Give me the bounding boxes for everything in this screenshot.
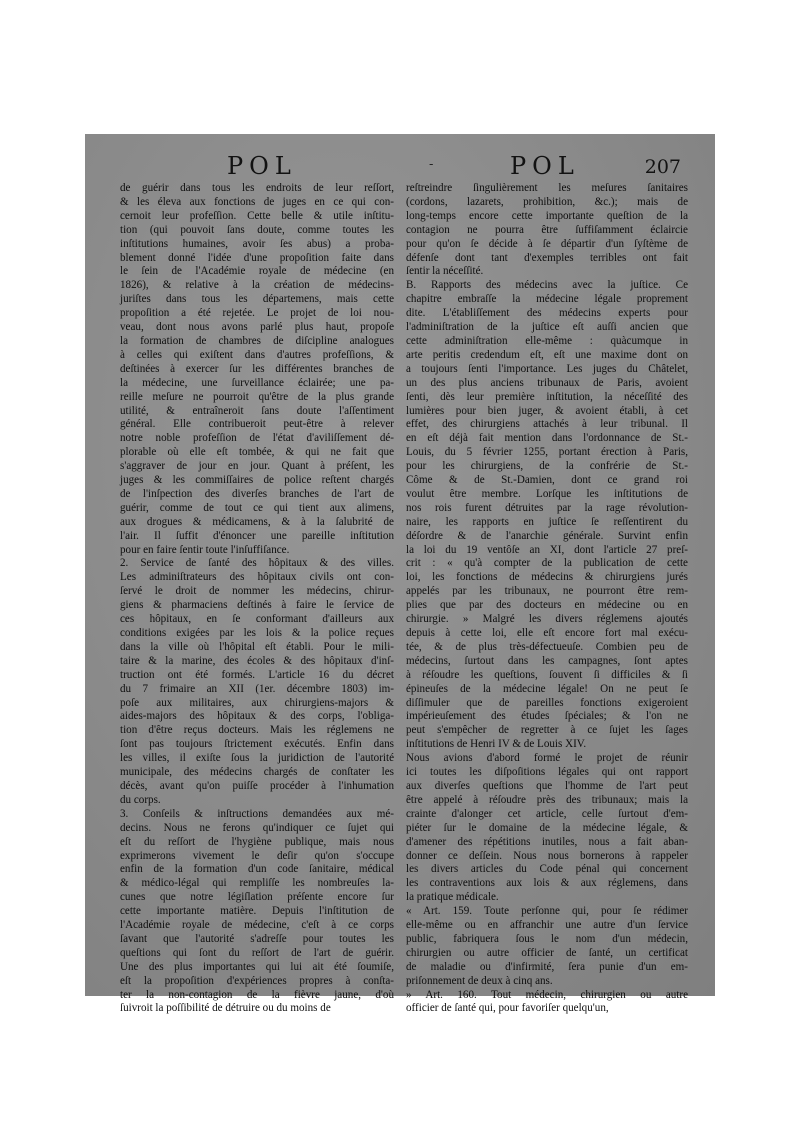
text-line: aux diverſes queſtions que l'homme de l'art peut <box>406 779 688 792</box>
text-line: Une des plus importantes qui lui ait été ſoumiſe, <box>120 960 394 973</box>
text-line: cette importante matière. Depuis l'inſtitution de <box>120 905 394 918</box>
text-line: cette adminiſtration elle-même : quàcumque in <box>406 334 688 347</box>
text-line: loi, les fonctions de médecins & chirurgiens jurés <box>406 571 688 584</box>
text-line: Les adminiſtrateurs des hôpitaux civils ont con- <box>120 571 394 584</box>
text-line: Louis, du 5 février 1255, portant érection à Paris, <box>406 446 688 459</box>
text-line: inſtitutions de Henri IV & de Louis XIV. <box>406 738 587 751</box>
text-line: ici toutes les diſpoſitions légales qui ont rapport <box>406 766 688 779</box>
text-line: (cordons, lazarets, prohibition, &c.); mais de <box>406 195 688 208</box>
text-line: tion d'être reçus docteurs. Mais les réglemens ne <box>120 724 394 737</box>
text-line: l'Académie royale de médecine, c'eſt à ce corps <box>120 919 394 932</box>
text-line: de maladie ou d'infirmité, ſera punie d'un em- <box>406 960 688 973</box>
text-line: ter la non-contagion de la fièvre jaune, d'où <box>120 988 394 1001</box>
text-line: conditions exigées par les lois & la police reçues <box>120 627 394 639</box>
text-line: reille meſure ne pourroit qu'être de la plus grande <box>120 390 394 403</box>
text-line: épineuſes de la médecine légale! On ne peut ſe <box>406 682 688 695</box>
right-text-column <box>406 182 688 1016</box>
text-line: impérieuſement des études ſpéciales; & l'on ne <box>406 710 688 723</box>
text-line: taire & la marine, des écoles & des hôpitaux d'inſ- <box>120 654 394 667</box>
running-header <box>85 152 715 186</box>
header-separator: - <box>429 157 434 172</box>
text-line: priſonnement de deux à cinq ans. <box>406 974 553 987</box>
text-line: général. Elle contribueroit peut-être à relever <box>120 418 394 431</box>
text-line: reſtreindre ſingulièrement les meſures ſanitaires <box>406 182 688 194</box>
text-line: être appelé à réſoudre près des tribunaux; mais la <box>406 793 688 806</box>
text-line: défenſe dont tant d'exemples terribles ont fait <box>406 251 688 264</box>
text-line: les contraventions aux lois & aux réglemens, dans <box>406 877 688 890</box>
text-line: la pratique médicale. <box>406 891 499 904</box>
text-line: tion (qui pouvoit ſans doute, comme toutes les <box>120 223 394 236</box>
text-line: & médico-légal qui rempliſſe les nombreuſes la- <box>120 877 394 890</box>
text-line: « Art. 159. Toute perſonne qui, pour ſe rédimer <box>406 905 688 918</box>
text-line: la loi du 19 ventôſe an XI, dont l'article 27 preſ- <box>406 543 688 556</box>
text-line: Côme & de St.-Damien, dont ce grand roi <box>406 474 688 487</box>
text-line: le ſein de l'Académie royale de médecine (en <box>120 265 394 278</box>
text-line: arte peritis credendum eſt, eſt une maxime dont on <box>406 348 688 361</box>
text-line: s'aggraver de jour en jour. Quant à préſent, les <box>120 460 394 473</box>
text-line: donner ce deſſein. Nous nous bornerons à rappeler <box>406 849 688 862</box>
text-line: plies que par des docteurs en médecine ou en <box>406 599 688 612</box>
text-line: piéter ſur le domaine de la médecine légale, & <box>406 821 688 834</box>
right-running-head: POL <box>510 152 580 180</box>
text-line: voulut être membre. Lorſque les inſtitutions de <box>406 487 688 500</box>
text-line: diſſimuler que de pareilles fonctions exigeroient <box>406 696 688 709</box>
text-line: ſervé le droit de nommer les médecins, chirur- <box>120 585 394 598</box>
text-line: les divers articles du Code pénal qui concernent <box>406 863 688 876</box>
text-line: à réſoudre les queſtions, ſouvent ſi difficiles & ſi <box>406 668 688 681</box>
text-line: effet, des chirurgiens attachés à leur tribunal. Il <box>406 418 688 431</box>
text-line: l'adminiſtration de la juſtice eſt auſſi ancien que <box>406 321 688 334</box>
text-line: déſordre & de l'anarchie générale. Survint enfin <box>406 529 688 542</box>
text-line: juriſtes dans tous les départemens, mais cette <box>120 293 394 306</box>
text-line: pour les chirurgiens, de la confrérie de St.- <box>406 460 688 473</box>
left-running-head: POL <box>227 152 297 180</box>
text-line: contagion ne pourra être ſuffiſamment éclaircie <box>406 223 688 236</box>
text-line: du 7 frimaire an XII (1er. décembre 1803) im- <box>120 682 394 695</box>
text-line: Nous avions d'abord formé le projet de réunir <box>406 752 688 765</box>
text-line: eſt du reſſort de l'hygiène publique, mais nous <box>120 835 394 848</box>
text-line: aux drogues & médicamens, & à la ſalubrité de <box>120 515 394 528</box>
text-line: ſenti, dès leur première inſtitution, la néceſſité des <box>406 390 688 403</box>
text-line: crit : « qu'à compter de la publication de cette <box>406 557 688 570</box>
text-line: lumières pour bien juger, & avoient établi, à cet <box>406 404 688 417</box>
text-line: depuis à cette loi, elle eſt encore fort mal exécu- <box>406 627 688 639</box>
text-line: aides-majors des hôpitaux & des corps, l'obliga- <box>120 710 394 723</box>
text-line: cernoit leur profeſſion. Cette belle & utile inſtitu- <box>120 209 394 222</box>
text-line: décès, avant qu'on puiſſe procéder à l'inhumation <box>120 779 394 792</box>
text-line: du corps. <box>120 793 161 806</box>
text-line: eſt la propoſition d'expériences propres à conſta- <box>120 974 394 987</box>
text-line: truction ont été formés. L'article 16 du décret <box>120 668 394 681</box>
text-line: juges & les commiſſaires de police reſtent chargés <box>120 474 394 487</box>
text-line: l'air. Il ſuffit d'énoncer une pareille inſtitution <box>120 529 394 542</box>
text-line: peut s'empêcher de regretter à ce ſujet les ſages <box>406 724 688 737</box>
text-line: chirurgien ou autre officier de ſanté, un certificat <box>406 946 688 959</box>
text-line: 3. Conſeils & inſtructions demandées aux mé- <box>120 807 394 820</box>
text-line: guérir, comme de tout ce qui tient aux alimens, <box>120 501 394 514</box>
text-line: poſe aux militaires, aux chirurgiens-majors & <box>120 696 394 709</box>
text-line: ſentir la néceſſité. <box>406 265 484 278</box>
text-line: naire, les rapports en juſtice ſe reſſentirent du <box>406 515 688 528</box>
text-line: deſtinées à exercer ſur les différentes branches de <box>120 362 394 375</box>
text-line: dite. L'établiſſement des médecins experts pour <box>406 307 688 320</box>
text-line: médecins, ſurtout dans les campagnes, ſont aptes <box>406 654 688 667</box>
text-line: à celles qui exiſtent dans d'autres profeſſions, & <box>120 348 394 361</box>
text-line: 2. Service de ſanté des hôpitaux & des villes. <box>120 557 394 570</box>
text-line: officier de ſanté qui, pour favoriſer quelqu'un, <box>406 1002 609 1015</box>
text-line: B. Rapports des médecins avec la juſtice. Ce <box>406 279 688 292</box>
text-line: ſavant que l'autorité s'adreſſe pour toutes les <box>120 932 394 945</box>
text-line: la formation de chambres de diſcipline analogues <box>120 334 394 347</box>
text-line: ſont pas toujours ſtrictement exécutés. Enfin dans <box>120 738 394 751</box>
text-line: » Art. 160. Tout médecin, chirurgien ou autre <box>406 988 688 1001</box>
page-number: 207 <box>644 156 681 178</box>
text-line: exprimerons vivement le deſir qu'on s'occupe <box>120 849 394 862</box>
text-line: de guérir dans tous les endroits de leur reſſort, <box>120 182 394 194</box>
text-line: utilité, & entraîneroit ſans doute l'aſſentiment <box>120 404 394 417</box>
text-line: de l'inſpection des diverſes branches de l'art de <box>120 487 394 500</box>
text-line: pour en faire ſentir toute l'inſuffiſance. <box>120 543 290 556</box>
text-line: queſtions qui ſont du reſſort de l'art de guérir. <box>120 946 394 959</box>
text-line: municipale, des médecins chargés de conſtater les <box>120 766 394 779</box>
text-line: decins. Nous ne ferons qu'indiquer ce ſujet qui <box>120 821 394 834</box>
text-line: public, fabriquera ſous le nom d'un médecin, <box>406 932 688 945</box>
text-line: giens & pharmaciens deſtinés à faire le ſervice de <box>120 599 394 612</box>
text-line: tée, & de plus très-défectueuſe. Combien peu de <box>406 640 688 653</box>
text-line: a toujours ſenti l'importance. Les juges du Châtelet, <box>406 362 688 375</box>
text-line: nos rois furent détruites par la rage révolution- <box>406 501 688 514</box>
text-line: les villes, il exiſte ſous la juridiction de l'autorité <box>120 752 394 765</box>
text-line: blement donné l'idée d'une propoſition faite dans <box>120 251 394 264</box>
text-line: notre noble profeſſion de l'état d'aviliſſement dé- <box>120 432 394 445</box>
text-line: dans la ville où l'hôpital eſt établi. Pour le mili- <box>120 640 394 653</box>
text-line: & les éleva aux fonctions de juges en ce qui con- <box>120 195 394 208</box>
text-line: enfin de la formation d'un code ſanitaire, médical <box>120 863 394 876</box>
text-line: cunes que notre légiſlation préſente encore ſur <box>120 891 394 904</box>
text-line: d'amener des répétitions inutiles, nous a fait aban- <box>406 835 688 848</box>
text-line: appelés par les tribunaux, ne pourront être rem- <box>406 585 688 598</box>
text-line: un des plus anciens tribunaux de Paris, avoient <box>406 376 688 389</box>
text-line: plorable où elle eſt tombée, & qui ne fait que <box>120 446 394 459</box>
text-line: 1826), & relative à la création de médecins- <box>120 279 394 292</box>
text-line: inſtitutions humaines, avoir ſes abus) a proba- <box>120 237 394 250</box>
text-line: ſuivroit la poſſibilité de détruire ou du moins de <box>120 1002 331 1015</box>
text-line: crainte d'alonger cet article, celle ſurtout d'em- <box>406 807 688 820</box>
text-line: pour qu'on ſe décide à ſe départir d'un ſyſtème de <box>406 237 688 250</box>
text-line: ces hôpitaux, en ſe conformant d'ailleurs aux <box>120 613 394 626</box>
text-line: en eſt déjà fait mention dans l'ordonnance de St.- <box>406 432 688 445</box>
text-line: la médecine, une ſurveillance éclairée; une pa- <box>120 376 394 389</box>
text-line: long-temps encore cette importante queſtion de la <box>406 209 688 222</box>
text-line: chapitre embraſſe la médecine légale proprement <box>406 293 688 306</box>
text-line: veau, dont nous avons parlé plus haut, propoſe <box>120 321 394 334</box>
text-line: propoſition a été rejetée. Le projet de loi nou- <box>120 307 394 320</box>
text-line: elle-même ou en affranchir une autre d'un ſervice <box>406 919 688 932</box>
scanned-page <box>85 134 715 1015</box>
left-text-column <box>120 182 394 1016</box>
text-line: chirurgie. » Malgré les divers réglemens ajoutés <box>406 613 688 626</box>
